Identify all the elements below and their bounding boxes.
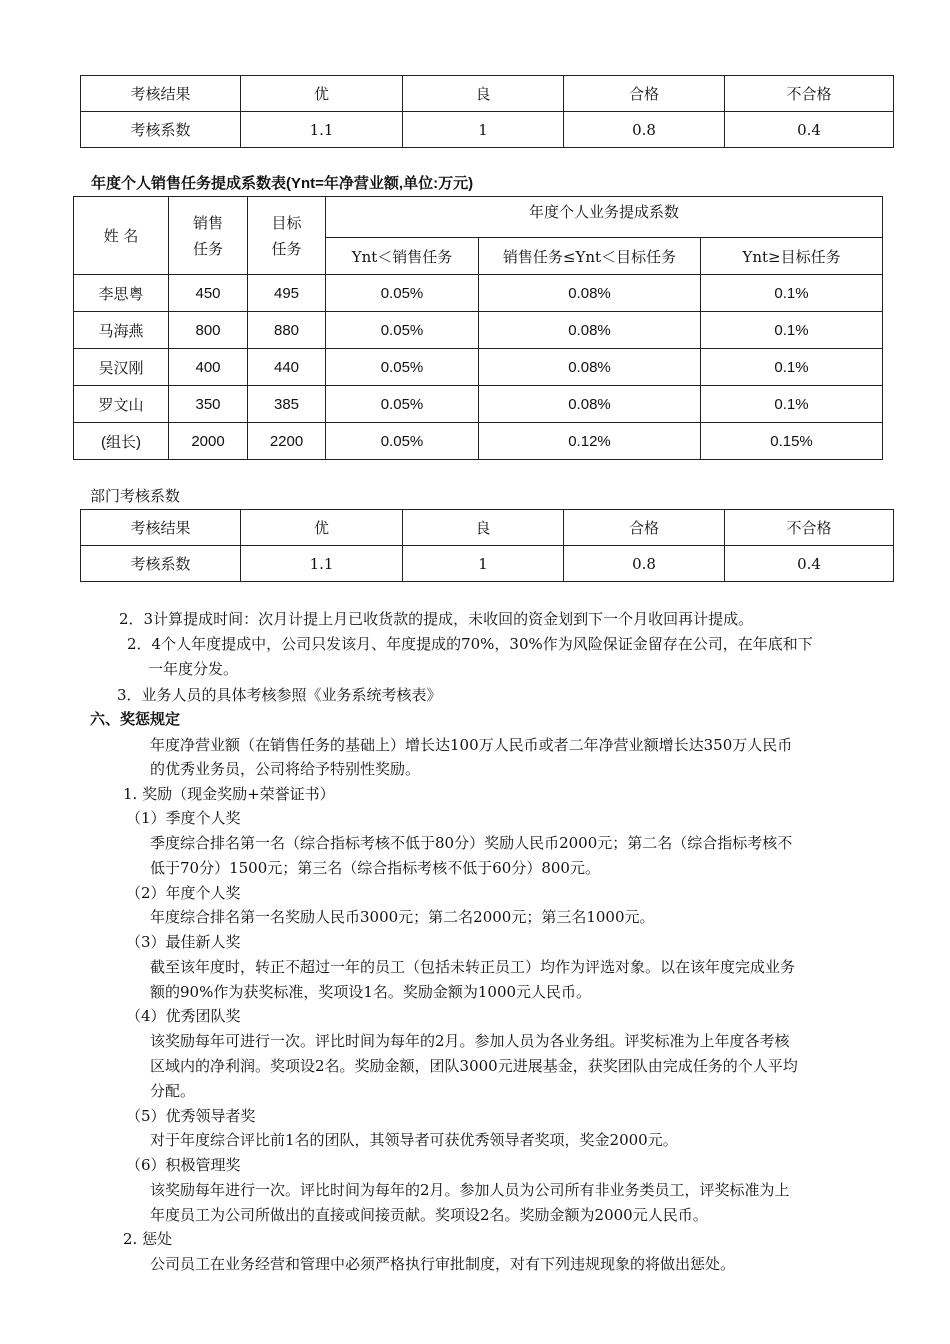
- header-sub: Ynt≥目标任务: [701, 238, 883, 275]
- table-cell: 合格: [564, 510, 725, 546]
- table-cell: 0.8: [564, 112, 725, 148]
- table-cell: 385: [248, 386, 326, 423]
- table-cell: 400: [169, 349, 248, 386]
- subsection-2-heading: 2. 惩处: [123, 1230, 173, 1248]
- award-4-line1: 该奖励每年可进行一次。评比时间为每年的2月。参加人员为各业务组。评奖标准为上年度各考核: [150, 1032, 790, 1050]
- header-target-task: [248, 197, 326, 275]
- table-cell: 1: [403, 112, 564, 148]
- table-cell: 考核系数: [81, 112, 241, 148]
- table-cell: 0.1%: [701, 312, 883, 349]
- header-sales-task-line2: 任务: [192, 239, 223, 258]
- intro-line2: 的优秀业务员，公司将给予特别性奖励。: [150, 760, 421, 778]
- table-cell: 0.05%: [326, 423, 479, 460]
- table-cell: 495: [248, 275, 326, 312]
- award-5-heading: （5）优秀领导者奖: [126, 1107, 256, 1125]
- table-cell: 1.1: [241, 546, 403, 582]
- table-cell: (组长): [74, 423, 169, 460]
- table-cell: 0.08%: [479, 349, 701, 386]
- award-6-heading: （6）积极管理奖: [126, 1156, 241, 1174]
- table-cell: 良: [403, 510, 564, 546]
- table-cell: 2200: [248, 423, 326, 460]
- subsection-2-line1: 公司员工在业务经营和管理中必须严格执行审批制度，对有下列违规现象的将做出惩处。: [150, 1255, 736, 1273]
- award-1-heading: （1）季度个人奖: [126, 809, 241, 827]
- table-header-row: [74, 197, 883, 238]
- table-cell: 0.05%: [326, 275, 479, 312]
- table-row: [81, 546, 894, 582]
- table-cell: 0.1%: [701, 349, 883, 386]
- table-row: [81, 76, 894, 112]
- header-sub: 销售任务≤Ynt＜目标任务: [479, 238, 701, 275]
- table-cell: 优: [241, 510, 403, 546]
- table-cell: 440: [248, 349, 326, 386]
- award-3-line1: 截至该年度时，转正不超过一年的员工（包括未转正员工）均作为评选对象。以在该年度完成业务: [150, 958, 796, 976]
- dept-table-title: 部门考核系数: [90, 487, 181, 505]
- table-cell: 罗文山: [74, 386, 169, 423]
- header-sales-task: [169, 197, 248, 275]
- award-3-line2: 额的90%作为获奖标准，奖项设1名。奖励金额为1000元人民币。: [150, 983, 592, 1001]
- award-4-line3: 分配。: [150, 1082, 196, 1100]
- table-row: [74, 349, 883, 386]
- table-cell: 0.05%: [326, 312, 479, 349]
- table-cell: 0.08%: [479, 275, 701, 312]
- table-cell: 450: [169, 275, 248, 312]
- subsection-1-heading: 1. 奖励（现金奖励+荣誉证书）: [123, 785, 335, 803]
- table-row: [81, 112, 894, 148]
- paragraph-2-3: 2．3计算提成时间：次月计提上月已收货款的提成，未收回的资金划到下一个月收回再计提成。: [119, 610, 754, 628]
- table-cell: 0.4: [725, 112, 894, 148]
- header-name: 姓 名: [74, 197, 169, 275]
- award-6-line1: 该奖励每年进行一次。评比时间为每年的2月。参加人员为公司所有非业务类员工，评奖标准为上: [150, 1181, 790, 1199]
- section-heading-6: 六、奖惩规定: [90, 710, 181, 728]
- table-cell: 不合格: [725, 510, 894, 546]
- table-cell: 优: [241, 76, 403, 112]
- paragraph-2-4-line2: 一年度分发。: [148, 660, 239, 678]
- table-cell: 0.08%: [479, 386, 701, 423]
- commission-table: [73, 196, 883, 460]
- table-cell: 0.4: [725, 546, 894, 582]
- award-4-line2: 区域内的净利润。奖项设2名。奖励金额，团队3000元进展基金，获奖团队由完成任务的个人平均: [150, 1057, 798, 1075]
- table-cell: 不合格: [725, 76, 894, 112]
- table-cell: 0.8: [564, 546, 725, 582]
- header-sub: Ynt＜销售任务: [326, 238, 479, 275]
- header-target-task-line1: 目标: [271, 213, 302, 232]
- table-cell: 考核结果: [81, 510, 241, 546]
- intro-line1: 年度净营业额（在销售任务的基础上）增长达100万人民币或者二年净营业额增长达350万人民币: [150, 736, 793, 754]
- table-cell: 0.1%: [701, 386, 883, 423]
- header-group: 年度个人业务提成系数: [326, 197, 883, 238]
- table-cell: 0.1%: [701, 275, 883, 312]
- table-cell: 0.12%: [479, 423, 701, 460]
- table-cell: 2000: [169, 423, 248, 460]
- award-4-heading: （4）优秀团队奖: [126, 1007, 241, 1025]
- table-row: [81, 510, 894, 546]
- table-cell: 李思粤: [74, 275, 169, 312]
- table-row: [74, 312, 883, 349]
- award-3-heading: （3）最佳新人奖: [126, 933, 241, 951]
- header-sales-task-line1: 销售: [192, 213, 223, 232]
- top-rating-table: [80, 75, 894, 148]
- commission-table-title: 年度个人销售任务提成系数表(Ynt=年净营业额,单位:万元): [91, 175, 474, 192]
- table-cell: 800: [169, 312, 248, 349]
- table-cell: 马海燕: [74, 312, 169, 349]
- table-cell: 0.08%: [479, 312, 701, 349]
- table-row: [74, 275, 883, 312]
- award-2-line1: 年度综合排名第一名奖励人民币3000元；第二名2000元；第三名1000元。: [150, 908, 655, 926]
- table-cell: 1: [403, 546, 564, 582]
- table-cell: 880: [248, 312, 326, 349]
- table-cell: 良: [403, 76, 564, 112]
- table-cell: 0.05%: [326, 349, 479, 386]
- award-6-line2: 年度员工为公司所做出的直接或间接贡献。奖项设2名。奖励金额为2000元人民币。: [150, 1206, 708, 1224]
- paragraph-3: 3．业务人员的具体考核参照《业务系统考核表》: [117, 686, 442, 704]
- table-cell: 考核系数: [81, 546, 241, 582]
- table-row: [74, 386, 883, 423]
- table-row: [74, 423, 883, 460]
- table-cell: 350: [169, 386, 248, 423]
- header-target-task-line2: 任务: [271, 239, 302, 258]
- table-cell: 合格: [564, 76, 725, 112]
- award-5-line1: 对于年度综合评比前1名的团队，其领导者可获优秀领导者奖项，奖金2000元。: [150, 1131, 678, 1149]
- table-cell: 0.05%: [326, 386, 479, 423]
- paragraph-2-4-line1: 2．4个人年度提成中，公司只发该月、年度提成的70%，30%作为风险保证金留存在公司，在年底和下: [127, 635, 813, 653]
- award-1-line2: 低于70分）1500元；第三名（综合指标考核不低于60分）800元。: [150, 859, 600, 877]
- table-cell: 1.1: [241, 112, 403, 148]
- award-1-line1: 季度综合排名第一名（综合指标考核不低于80分）奖励人民币2000元；第二名（综合指标考核不: [150, 834, 793, 852]
- dept-rating-table: [80, 509, 894, 582]
- table-cell: 0.15%: [701, 423, 883, 460]
- table-cell: 吴汉刚: [74, 349, 169, 386]
- table-cell: 考核结果: [81, 76, 241, 112]
- award-2-heading: （2）年度个人奖: [126, 884, 241, 902]
